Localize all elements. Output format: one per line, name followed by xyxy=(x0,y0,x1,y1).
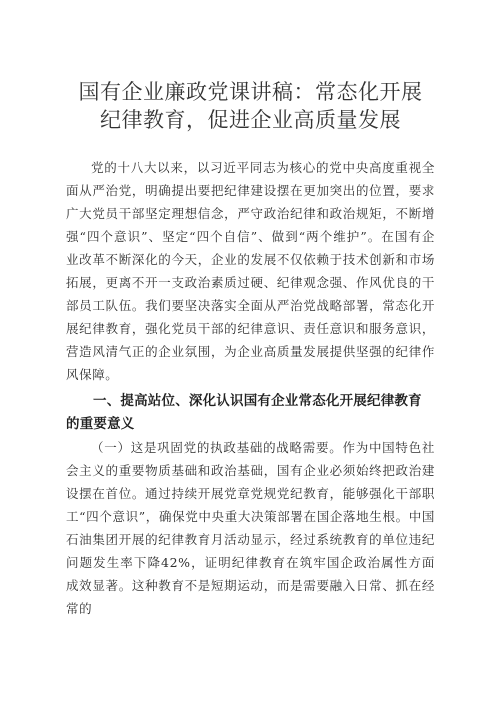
subsection-paragraph-1: （一）这是巩固党的执政基础的战略需要。作为中国特色社会主义的重要物质基础和政治基础，国有企业必须始终把政治建设摆在首位。通过持续开展党章党规党纪教育，能够强化干部职工“四个意识”，确保党中央重大决策部署在国企落地生根。中国石油集团开展的纪律教育月活动显示，经过系统教育的单位违纪问题发生率下降42%，证明纪律教育在筑牢国企政治属性方面成效显著。这种教育不是短期运动，而是需要融入日常、抓在经常的 xyxy=(66,440,435,616)
document-title xyxy=(66,78,435,134)
title-line-1: 国有企业廉政党课讲稿：常态化开展 xyxy=(78,80,423,104)
section-heading-1: 一、提高站位、深化认识国有企业常态化开展纪律教育的重要意义 xyxy=(66,393,422,432)
intro-paragraph: 党的十八大以来，以习近平同志为核心的党中央高度重视全面从严治党，明确提出要把纪律建设摆在更加突出的位置，要求广大党员干部坚定理想信念，严守政治纪律和政治规矩，不断增强“四个意识”、坚定“四个自信”、做到“两个维护”。在国有企业改革不断深化的今天，企业的发展不仅依赖于技术创新和市场拓展，更离不开一支政治素质过硬、纪律观念强、作风优良的干部员工队伍。我们要坚决落实全面从严治党战略部署，常态化开展纪律教育，强化党员干部的纪律意识、责任意识和服务意识，营造风清气正的企业氛围，为企业高质量发展提供坚强的纪律作风保障。 xyxy=(66,160,435,382)
title-line-2: 纪律教育，促进企业高质量发展 xyxy=(100,108,401,132)
section-1-body xyxy=(66,436,435,616)
